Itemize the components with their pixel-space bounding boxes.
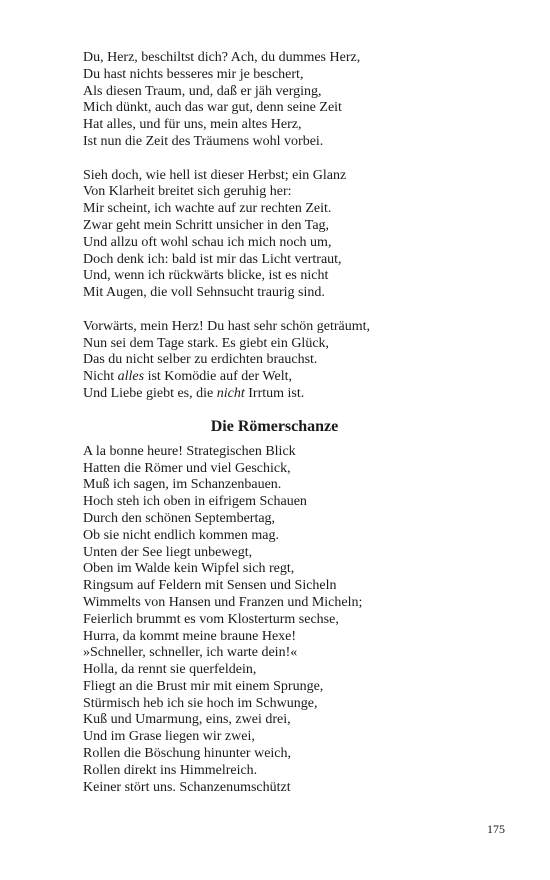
verse-line: Und, wenn ich rückwärts blicke, ist es nicht xyxy=(83,268,329,284)
verse-text: Nicht xyxy=(83,369,118,385)
poem-title: Die Römerschanze xyxy=(210,417,339,435)
verse-line: Wimmelts von Hansen und Franzen und Micheln; xyxy=(83,594,363,610)
verse-line: »Schneller, schneller, ich warte dein!« xyxy=(83,645,298,661)
verse-line: Muß ich sagen, im Schanzenbauen. xyxy=(83,477,282,493)
verse-line: A la bonne heure! Strategischen Blick xyxy=(83,443,296,459)
verse-line: Fliegt an die Brust mir mit einem Sprunge, xyxy=(83,678,324,694)
page-number: 175 xyxy=(487,822,505,836)
stanza-2 xyxy=(83,168,503,302)
verse-line: Das du nicht selber zu erdichten brauchst. xyxy=(83,352,318,368)
verse-line: Hat alles, und für uns, mein altes Herz, xyxy=(83,117,302,133)
verse-line: Hatten die Römer und viel Geschick, xyxy=(83,460,291,476)
verse-text: Irrtum ist. xyxy=(244,385,305,401)
emphasized-word: alles xyxy=(117,369,145,385)
verse-line: Durch den schönen Septembertag, xyxy=(83,510,276,526)
verse-line: Du, Herz, beschiltst dich? Ach, du dummes Herz, xyxy=(83,50,361,65)
verse-line: Keiner stört uns. Schanzenumschützt xyxy=(83,779,291,795)
verse-line: Du hast nichts besseres mir je beschert, xyxy=(83,66,304,82)
verse-line: Feierlich brummt es vom Klosterturm sechse, xyxy=(83,611,339,627)
poem-2-body xyxy=(83,444,503,797)
verse-line: Rollen die Böschung hinunter weich, xyxy=(83,746,292,762)
verse-line: Nun sei dem Tage stark. Es giebt ein Glück, xyxy=(83,335,330,351)
verse-line: Von Klarheit breitet sich geruhig her: xyxy=(83,184,292,200)
verse-text: ist Komödie auf der Welt, xyxy=(144,369,292,385)
stanza-1 xyxy=(83,50,503,151)
verse-line: Doch denk ich: bald ist mir das Licht vertraut, xyxy=(83,251,342,267)
verse-line: Holla, da rennt sie querfeldein, xyxy=(83,662,257,678)
stanza-3 xyxy=(83,319,503,403)
verse-line: Mit Augen, die voll Sehnsucht traurig sind. xyxy=(83,285,325,301)
verse-line: Sieh doch, wie hell ist dieser Herbst; ein Glanz xyxy=(83,167,347,183)
verse-line: Hoch steh ich oben in eifrigem Schauen xyxy=(83,494,307,510)
verse-line: Rollen direkt ins Himmelreich. xyxy=(83,762,258,778)
verse-line: Oben im Walde kein Wipfel sich regt, xyxy=(83,561,295,577)
verse-line: Mir scheint, ich wachte auf zur rechten Zeit. xyxy=(83,201,332,217)
page-content xyxy=(83,50,503,796)
verse-line: Mich dünkt, auch das war gut, denn seine Zeit xyxy=(83,100,342,116)
verse-line: Kuß und Umarmung, eins, zwei drei, xyxy=(83,712,291,728)
verse-line: Und im Grase liegen wir zwei, xyxy=(83,729,255,745)
verse-line: Zwar geht mein Schritt unsicher in den Tag, xyxy=(83,217,330,233)
verse-line: Ringsum auf Feldern mit Sensen und Sicheln xyxy=(83,578,337,594)
verse-line: Und allzu oft wohl schau ich mich noch um, xyxy=(83,234,332,250)
verse-line: Unten der See liegt unbewegt, xyxy=(83,544,253,560)
emphasized-word: nicht xyxy=(216,385,245,401)
verse-text: Und Liebe giebt es, die xyxy=(83,385,217,401)
verse-line: Stürmisch heb ich sie hoch im Schwunge, xyxy=(83,695,318,711)
verse-line: Ob sie nicht endlich kommen mag. xyxy=(83,527,279,543)
verse-line: Als diesen Traum, und, daß er jäh verging, xyxy=(83,83,322,99)
verse-line: Ist nun die Zeit des Träumens wohl vorbei. xyxy=(83,133,324,149)
verse-line: Vorwärts, mein Herz! Du hast sehr schön geträumt, xyxy=(83,318,371,334)
verse-line-with-emphasis xyxy=(83,386,503,403)
verse-line: Hurra, da kommt meine braune Hexe! xyxy=(83,628,297,644)
verse-line-with-emphasis xyxy=(83,369,503,386)
